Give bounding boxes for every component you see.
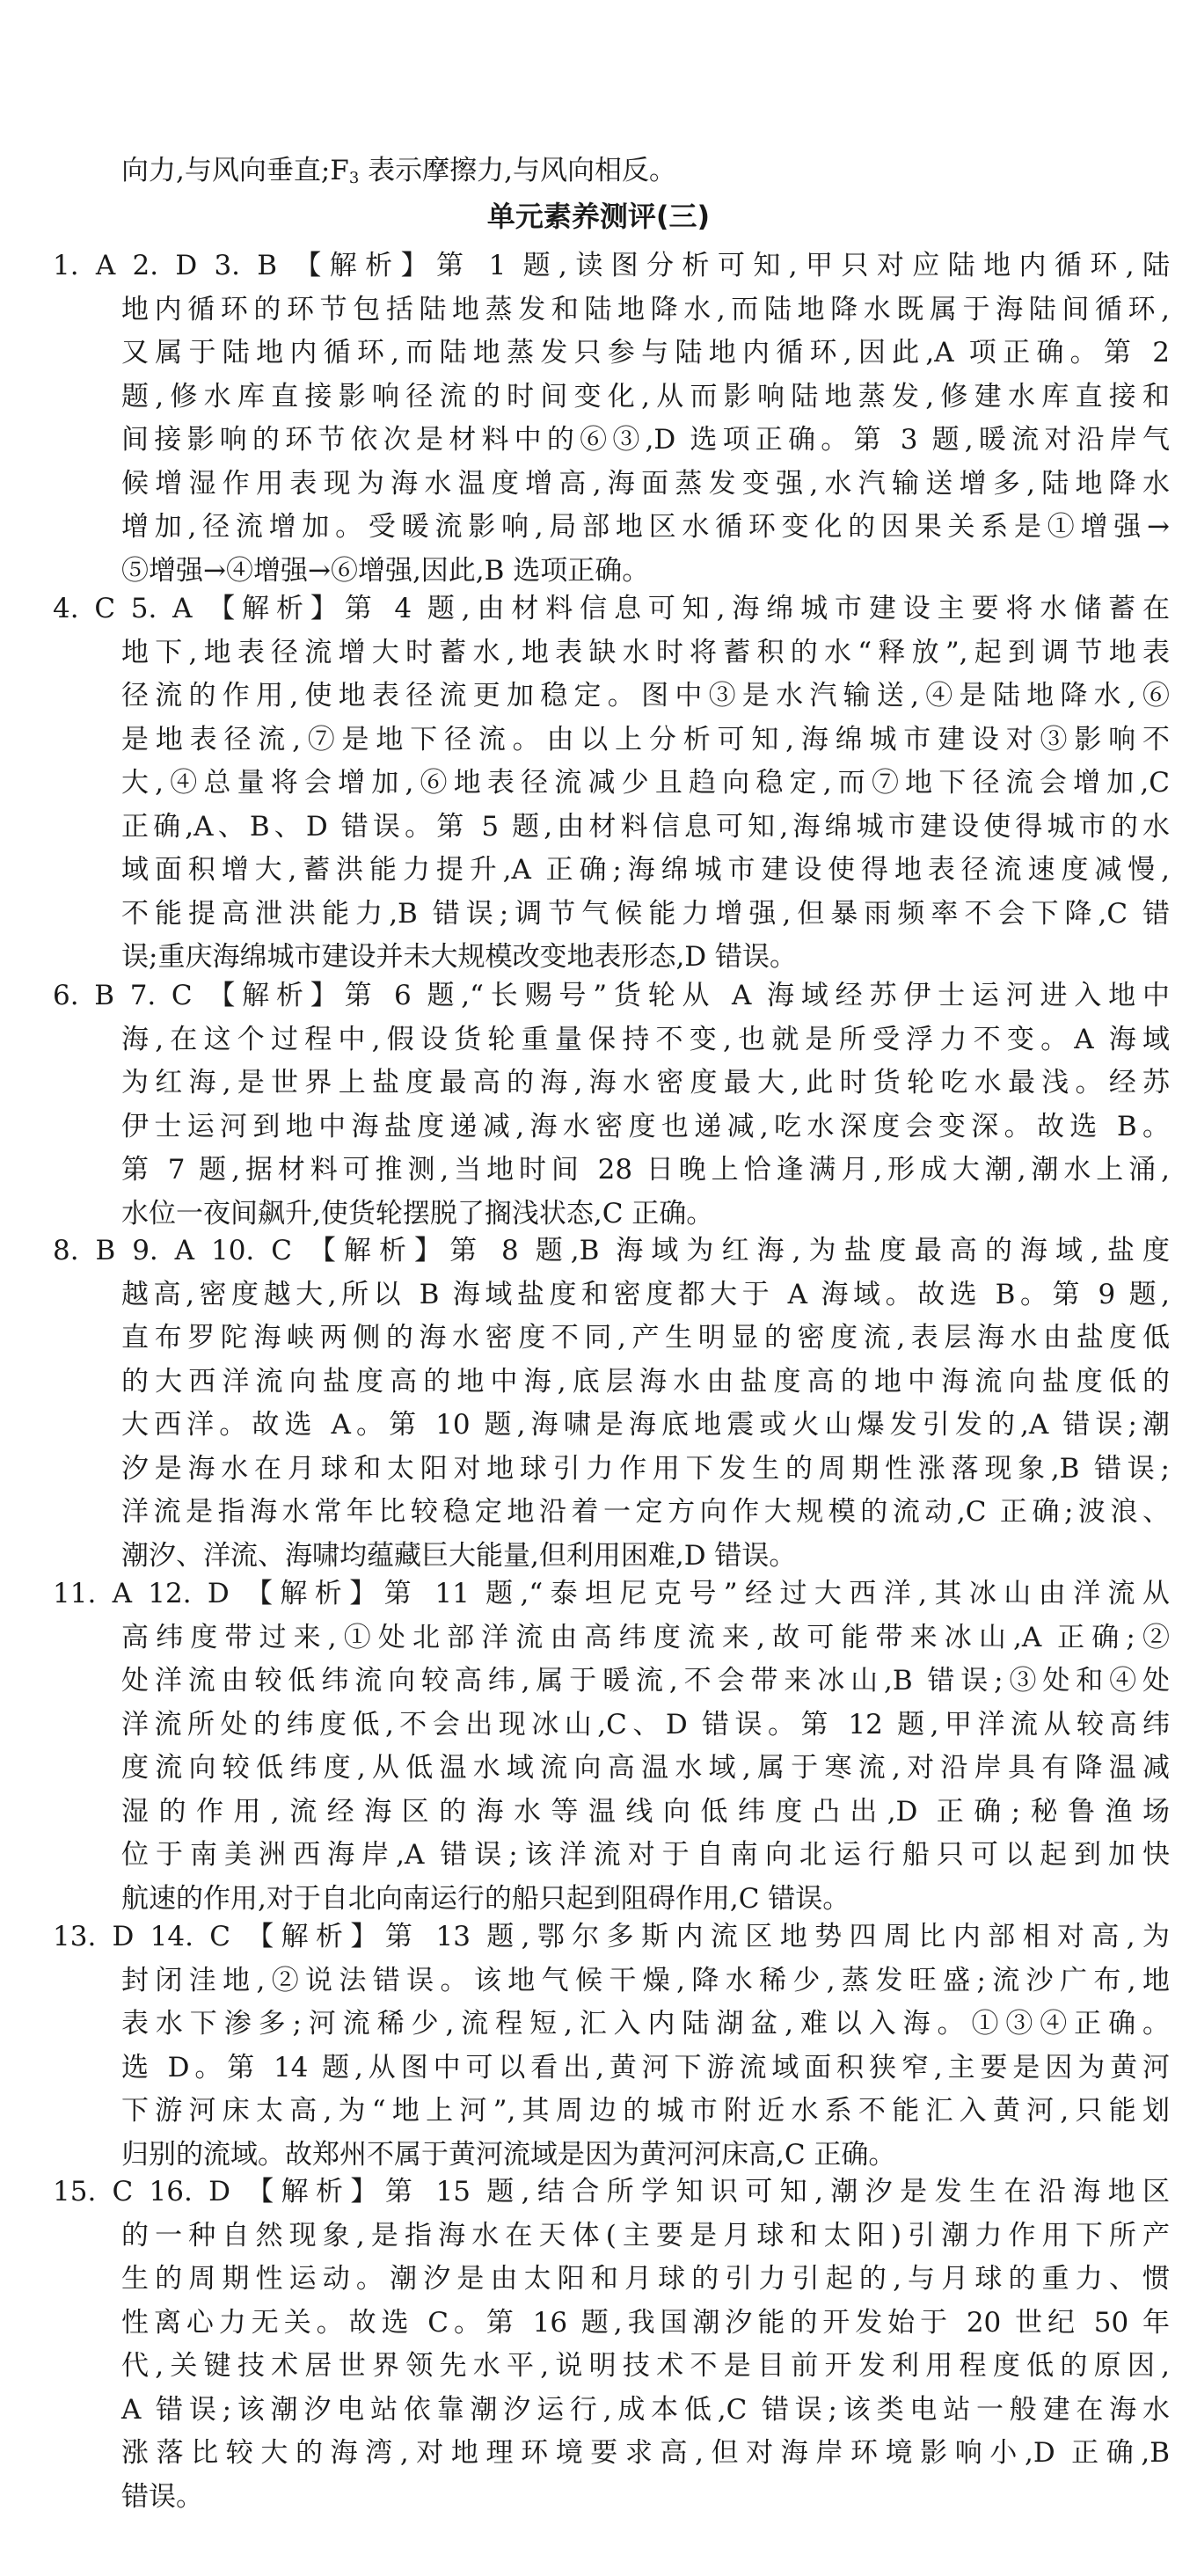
text-line: 1. A 2. D 3. B 【解析】第 1 题,读图分析可知,甲只对应陆地内循环,陆 xyxy=(53,250,1170,281)
text-line: 8. B 9. A 10. C 【解析】第 8 题,B 海域为红海,为盐度最高的海域,盐度 xyxy=(53,1235,1170,1266)
text-line: 错误。 xyxy=(121,2480,203,2513)
text-line: 伊士运河到地中海盐度递减,海水密度也递减,吃水深度会变深。故选 B。 xyxy=(121,1110,1170,1142)
text-line: 潮汐、洋流、海啸均蕴藏巨大能量,但利用困难,D 错误。 xyxy=(121,1539,797,1572)
text-line: 表水下渗多;河流稀少,流程短,汇入内陆湖盆,难以入海。①③④正确。 xyxy=(121,2008,1170,2040)
question-block-11-12 xyxy=(53,1573,1170,1921)
text-line: 越高,密度越大,所以 B 海域盐度和密度都大于 A 海域。故选 B。第 9 题, xyxy=(121,1278,1170,1310)
text-line: 误;重庆海绵城市建设并未大规模改变地表形态,D 错误。 xyxy=(121,941,798,973)
text-line: 正确,A、B、D 错误。第 5 题,由材料信息可知,海绵城市建设使得城市的水 xyxy=(121,810,1170,843)
text-line: 为红海,是世界上盐度最高的海,海水密度最大,此时货轮吃水最浅。经苏 xyxy=(121,1067,1170,1098)
text-line: 归别的流域。故郑州不属于黄河流域是因为黄河河床高,C 正确。 xyxy=(121,2138,896,2171)
text-line: 生的周期性运动。潮汐是由太阳和月球的引力引起的,与月球的重力、惯 xyxy=(121,2263,1170,2295)
text-line: 湿的作用,流经海区的海水等温线向低纬度凸出,D 正确;秘鲁渔场 xyxy=(121,1795,1170,1828)
text-line: 洋流是指海水常年比较稳定地沿着一定方向作大规模的流动,C 正确;波浪、 xyxy=(121,1496,1170,1528)
text-line: 第 7 题,据材料可推测,当地时间 28 日晚上恰逢满月,形成大潮,潮水上涌, xyxy=(121,1154,1170,1186)
text-line: 汐是海水在月球和太阳对地球引力作用下发生的周期性涨落现象,B 错误; xyxy=(121,1452,1170,1485)
text-line: 海,在这个过程中,假设货轮重量保持不变,也就是所受浮力不变。A 海域 xyxy=(121,1023,1170,1055)
text-line: 封闭洼地,②说法错误。该地气候干燥,降水稀少,蒸发旺盛;流沙广布,地 xyxy=(121,1964,1170,1996)
text-line: 位于南美洲西海岸,A 错误;该洋流对于自南向北运行船只可以起到加快 xyxy=(121,1839,1170,1871)
text-line: 是地表径流,⑦是地下径流。由以上分析可知,海绵城市建设对③影响不 xyxy=(121,723,1170,755)
continuation-text-a: 向力,与风向垂直;F xyxy=(121,155,349,186)
text-line: 间接影响的环节依次是材料中的⑥③,D 选项正确。第 3 题,暖流对沿岸气 xyxy=(121,424,1170,456)
text-line: 大,④总量将会增加,⑥地表径流减少且趋向稳定,而⑦地下径流会增加,C xyxy=(121,767,1170,799)
continuation-line xyxy=(121,150,1150,192)
text-line: 题,修水库直接影响径流的时间变化,从而影响陆地蒸发,修建水库直接和 xyxy=(121,380,1170,412)
text-line: 6. B 7. C 【解析】第 6 题,“长赐号”货轮从 A 海域经苏伊士运河进入地中 xyxy=(53,980,1170,1011)
text-line: 又属于陆地内循环,而陆地蒸发只参与陆地内循环,因此,A 项正确。第 2 xyxy=(121,337,1170,369)
text-line: 候增湿作用表现为海水温度增高,海面蒸发变强,水汽输送增多,陆地降水 xyxy=(121,467,1170,500)
text-line: 直布罗陀海峡两侧的海水密度不同,产生明显的密度流,表层海水由盐度低 xyxy=(121,1322,1170,1354)
text-line: 不能提高泄洪能力,B 错误;调节气候能力增强,但暴雨频率不会下降,C 错 xyxy=(121,897,1170,930)
subscript-3: 3 xyxy=(348,169,360,187)
text-line: 代,关键技术居世界领先水平,说明技术不是目前开发利用程度低的原因, xyxy=(121,2350,1170,2382)
text-line: A 错误;该潮汐电站依靠潮汐运行,成本低,C 错误;该类电站一般建在海水 xyxy=(121,2393,1170,2426)
text-line: 地内循环的环节包括陆地蒸发和陆地降水,而陆地降水既属于海陆间循环, xyxy=(121,293,1170,325)
text-line: 洋流所处的纬度低,不会出现冰山,C、D 错误。第 12 题,甲洋流从较高纬 xyxy=(121,1708,1170,1740)
text-line: 13. D 14. C 【解析】第 13 题,鄂尔多斯内流区地势四周比内部相对高,为 xyxy=(53,1921,1170,1952)
text-line: 航速的作用,对于自北向南运行的船只起到阻碍作用,C 错误。 xyxy=(121,1882,850,1915)
question-block-1-3 xyxy=(53,244,1170,593)
section-title: 单元素养测评(三) xyxy=(486,200,711,233)
question-block-13-14 xyxy=(53,1916,1170,2177)
text-line: 增加,径流增加。受暖流影响,局部地区水循环变化的因果关系是①增强→ xyxy=(121,511,1170,543)
text-line: 的大西洋流向盐度高的地中海,底层海水由盐度高的地中海流向盐度低的 xyxy=(121,1365,1170,1397)
text-line: 大西洋。故选 A。第 10 题,海啸是海底地震或火山爆发引发的,A 错误;潮 xyxy=(121,1409,1170,1441)
text-line: 4. C 5. A 【解析】第 4 题,由材料信息可知,海绵城市建设主要将水储蓄在 xyxy=(53,593,1170,624)
question-block-8-10 xyxy=(53,1230,1170,1578)
text-line: 性离心力无关。故选 C。第 16 题,我国潮汐能的开发始于 20 世纪 50 年 xyxy=(121,2306,1170,2339)
text-line: 11. A 12. D 【解析】第 11 题,“泰坦尼克号”经过大西洋,其冰山由洋流从 xyxy=(53,1578,1170,1609)
text-line: ⑤增强→④增强→⑥增强,因此,B 选项正确。 xyxy=(121,554,650,587)
text-line: 涨落比较大的海湾,对地理环境要求高,但对海岸环境影响小,D 正确,B xyxy=(121,2437,1170,2469)
question-block-4-5 xyxy=(53,587,1170,980)
text-line: 下游河床太高,为“地上河”,其周边的城市附近水系不能汇入黄河,只能划 xyxy=(121,2095,1170,2127)
continuation-text-b: 表示摩擦力,与风向相反。 xyxy=(359,155,676,186)
question-block-6-7 xyxy=(53,974,1170,1236)
text-line: 水位一夜间飙升,使货轮摆脱了搁浅状态,C 正确。 xyxy=(121,1197,714,1230)
text-line: 15. C 16. D 【解析】第 15 题,结合所学知识可知,潮汐是发生在沿海地区 xyxy=(53,2176,1170,2207)
text-line: 度流向较低纬度,从低温水域流向高温水域,属于寒流,对沿岸具有降温减 xyxy=(121,1752,1170,1784)
text-line: 高纬度带过来,①处北部洋流由高纬度流来,故可能带来冰山,A 正确;② xyxy=(121,1621,1170,1653)
question-block-15-16 xyxy=(53,2171,1170,2519)
text-line: 选 D。第 14 题,从图中可以看出,黄河下游流域面积狭窄,主要是因为黄河 xyxy=(121,2051,1170,2083)
text-line: 处洋流由较低纬流向较高纬,属于暖流,不会带来冰山,B 错误;③处和④处 xyxy=(121,1665,1170,1697)
text-line: 地下,地表径流增大时蓄水,地表缺水时将蓄积的水“释放”,起到调节地表 xyxy=(121,636,1170,668)
text-line: 的一种自然现象,是指海水在天体(主要是月球和太阳)引潮力作用下所产 xyxy=(121,2219,1170,2251)
text-line: 域面积增大,蓄洪能力提升,A 正确;海绵城市建设使得地表径流速度减慢, xyxy=(121,854,1170,886)
text-line: 径流的作用,使地表径流更加稳定。图中③是水汽输送,④是陆地降水,⑥ xyxy=(121,680,1170,712)
